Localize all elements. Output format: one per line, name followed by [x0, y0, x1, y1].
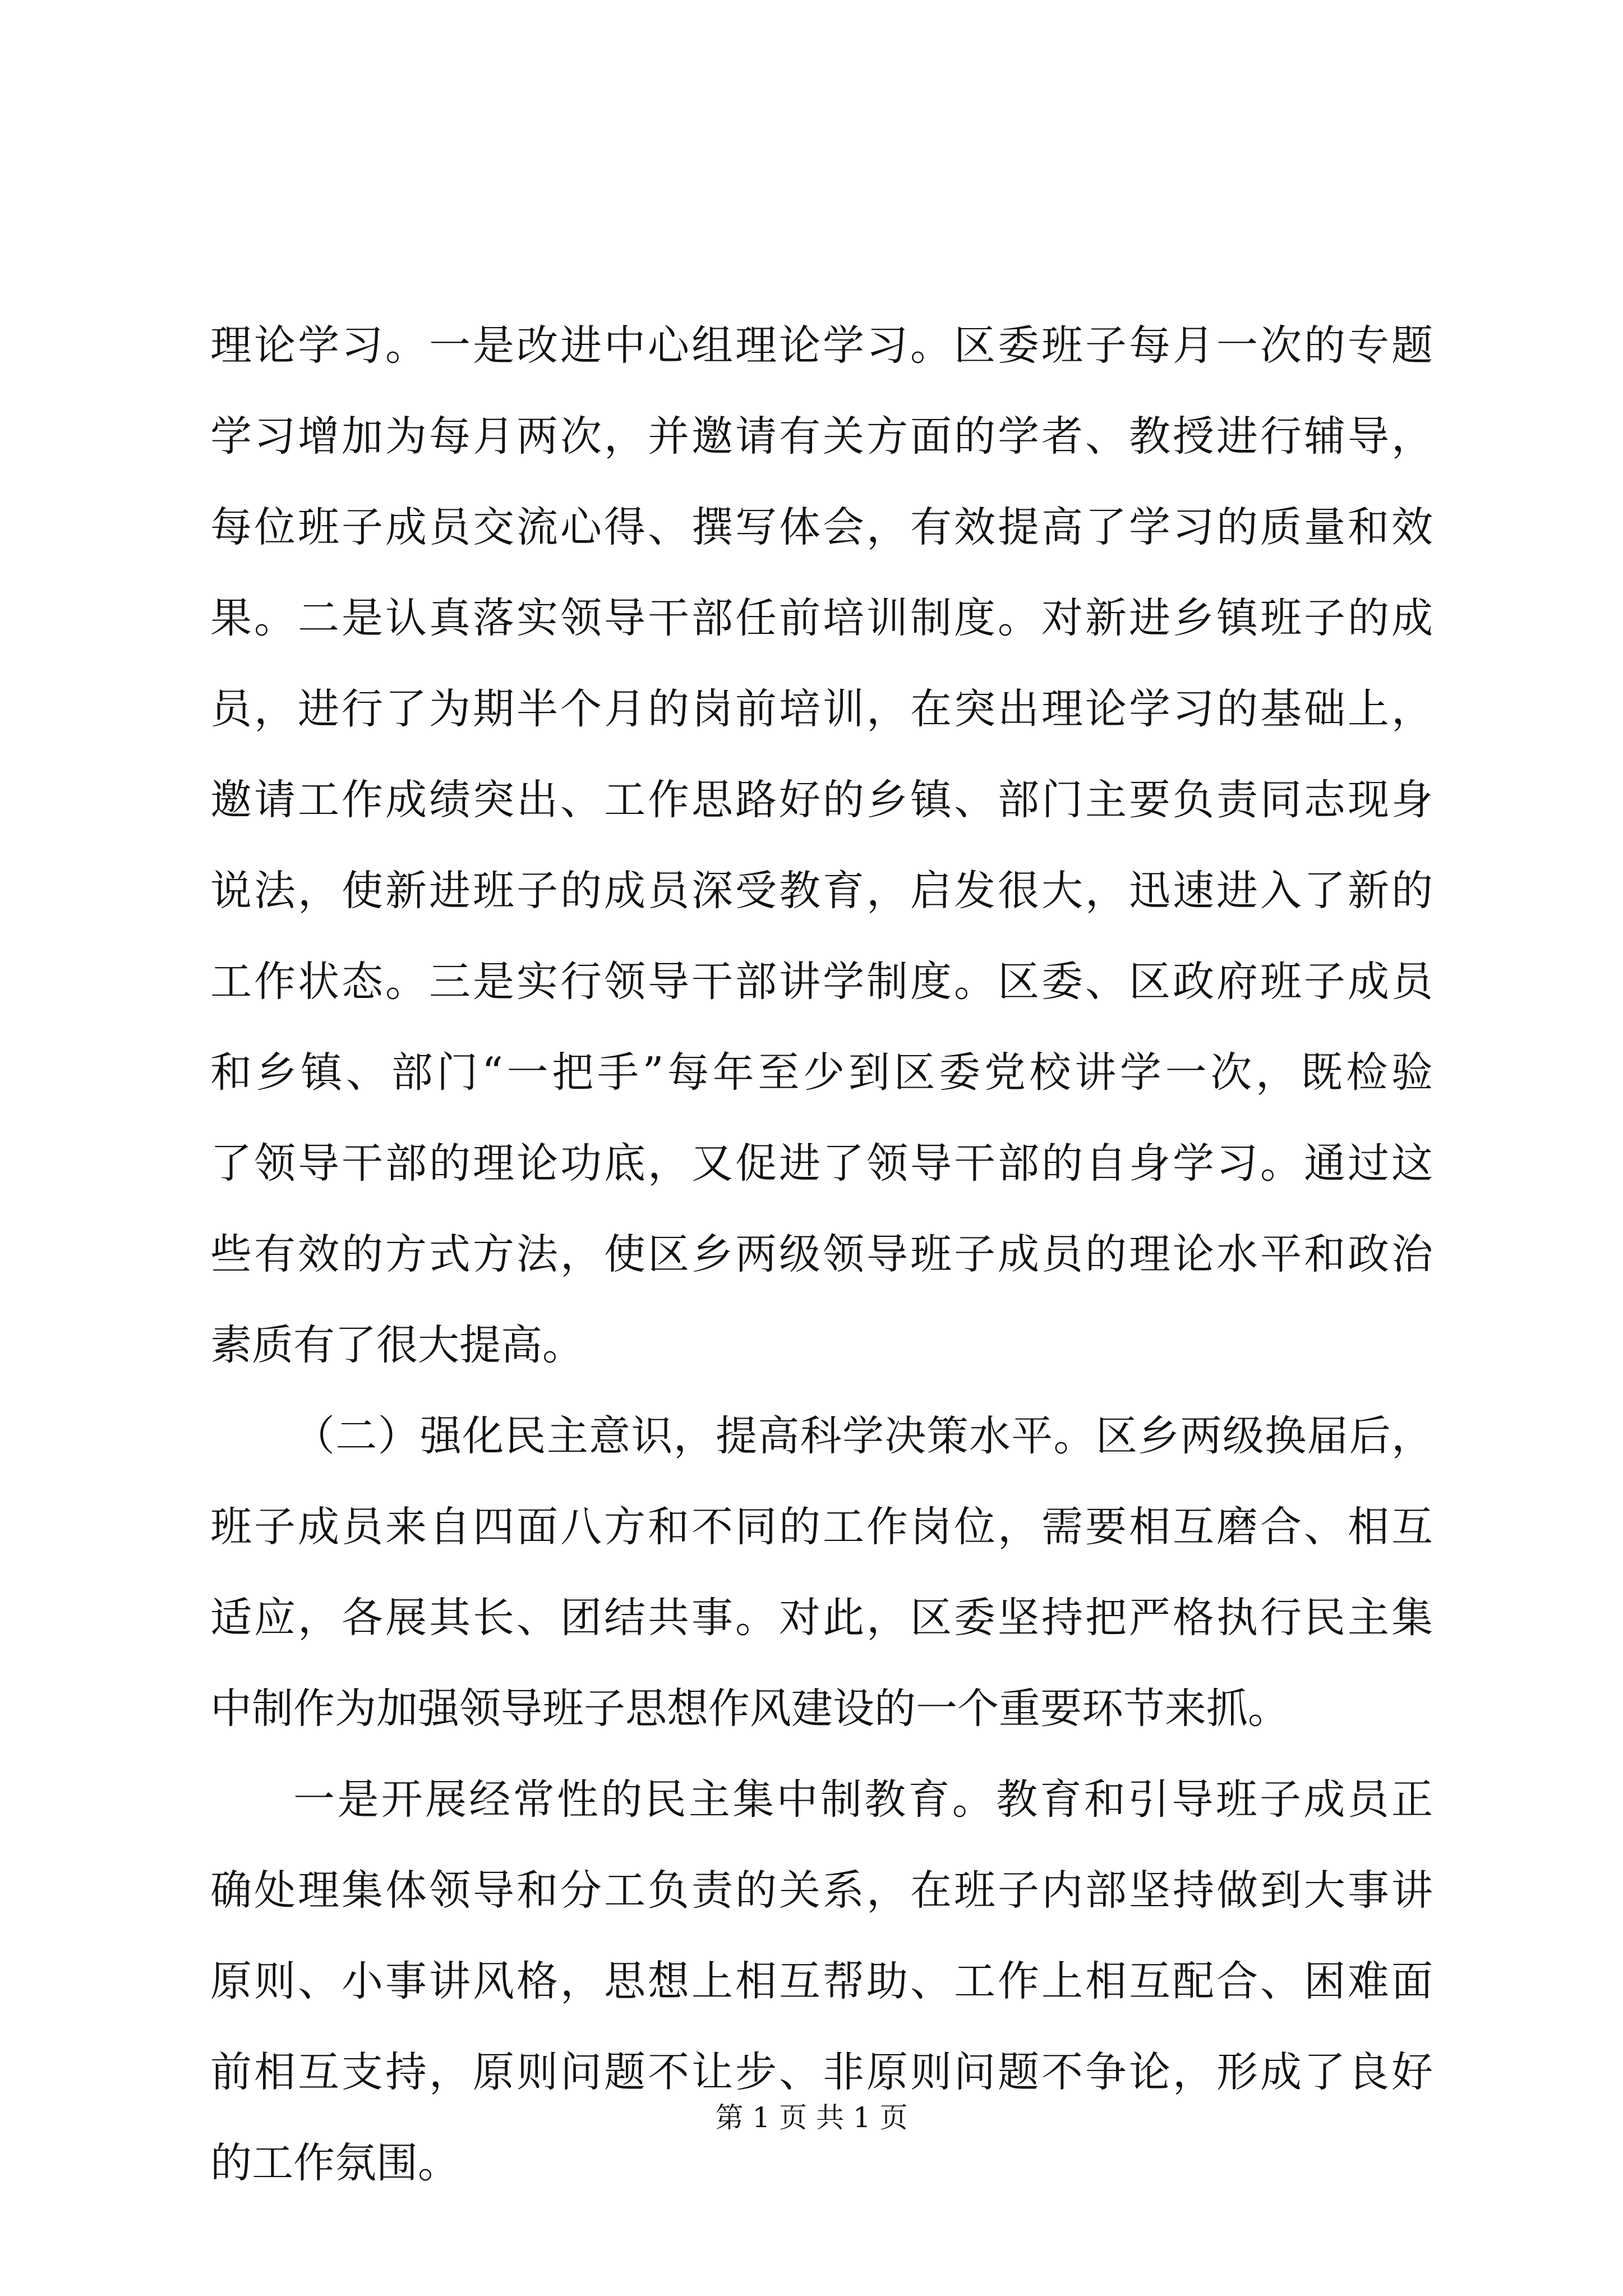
paragraph-line: 些有效的方式方法，使区乡两级领导班子成员的理论水平和政治	[210, 1230, 1433, 1278]
paragraph-line: 素质有了很大提高。	[210, 1321, 584, 1369]
paragraph-line: 说法，使新进班子的成员深受教育，启发很大，迅速进入了新的	[210, 867, 1433, 915]
paragraph-line: （二）强化民主意识，提高科学决策水平。区乡两级换届后，	[293, 1412, 1433, 1460]
paragraph-line: 邀请工作成绩突出、工作思路好的乡镇、部门主要负责同志现身	[210, 776, 1433, 824]
paragraph-line: 中制作为加强领导班子思想作风建设的一个重要环节来抓。	[210, 1685, 1289, 1733]
paragraph-line: 的工作氛围。	[210, 2139, 459, 2187]
paragraph-line: 班子成员来自四面八方和不同的工作岗位，需要相互磨合、相互	[210, 1503, 1433, 1551]
paragraph-line: 前相互支持，原则问题不让步、非原则问题不争论，形成了良好	[210, 2048, 1433, 2096]
paragraph-line: 果。二是认真落实领导干部任前培训制度。对新进乡镇班子的成	[210, 594, 1433, 642]
paragraph-line: 工作状态。三是实行领导干部讲学制度。区委、区政府班子成员	[210, 958, 1433, 1006]
paragraph-line: 员，进行了为期半个月的岗前培训，在突出理论学习的基础上，	[210, 685, 1433, 733]
paragraph-line: 一是开展经常性的民主集中制教育。教育和引导班子成员正	[293, 1775, 1433, 1824]
paragraph-line: 和乡镇、部门“一把手”每年至少到区委党校讲学一次，既检验	[210, 1048, 1433, 1097]
document-body	[210, 300, 1433, 2208]
paragraph-line: 原则、小事讲风格，思想上相互帮助、工作上相互配合、困难面	[210, 1957, 1433, 2005]
paragraph-line: 了领导干部的理论功底，又促进了领导干部的自身学习。通过这	[210, 1139, 1433, 1188]
paragraph-line: 确处理集体领导和分工负责的关系，在班子内部坚持做到大事讲	[210, 1866, 1433, 1915]
paragraph-line: 理论学习。一是改进中心组理论学习。区委班子每月一次的专题	[210, 321, 1433, 370]
paragraph-line: 每位班子成员交流心得、撰写体会，有效提高了学习的质量和效	[210, 503, 1433, 551]
paragraph-line: 学习增加为每月两次，并邀请有关方面的学者、教授进行辅导，	[210, 412, 1433, 461]
paragraph-line: 适应，各展其长、团结共事。对此，区委坚持把严格执行民主集	[210, 1594, 1433, 1642]
page-footer: 第 1 页 共 1 页	[715, 2101, 908, 2134]
